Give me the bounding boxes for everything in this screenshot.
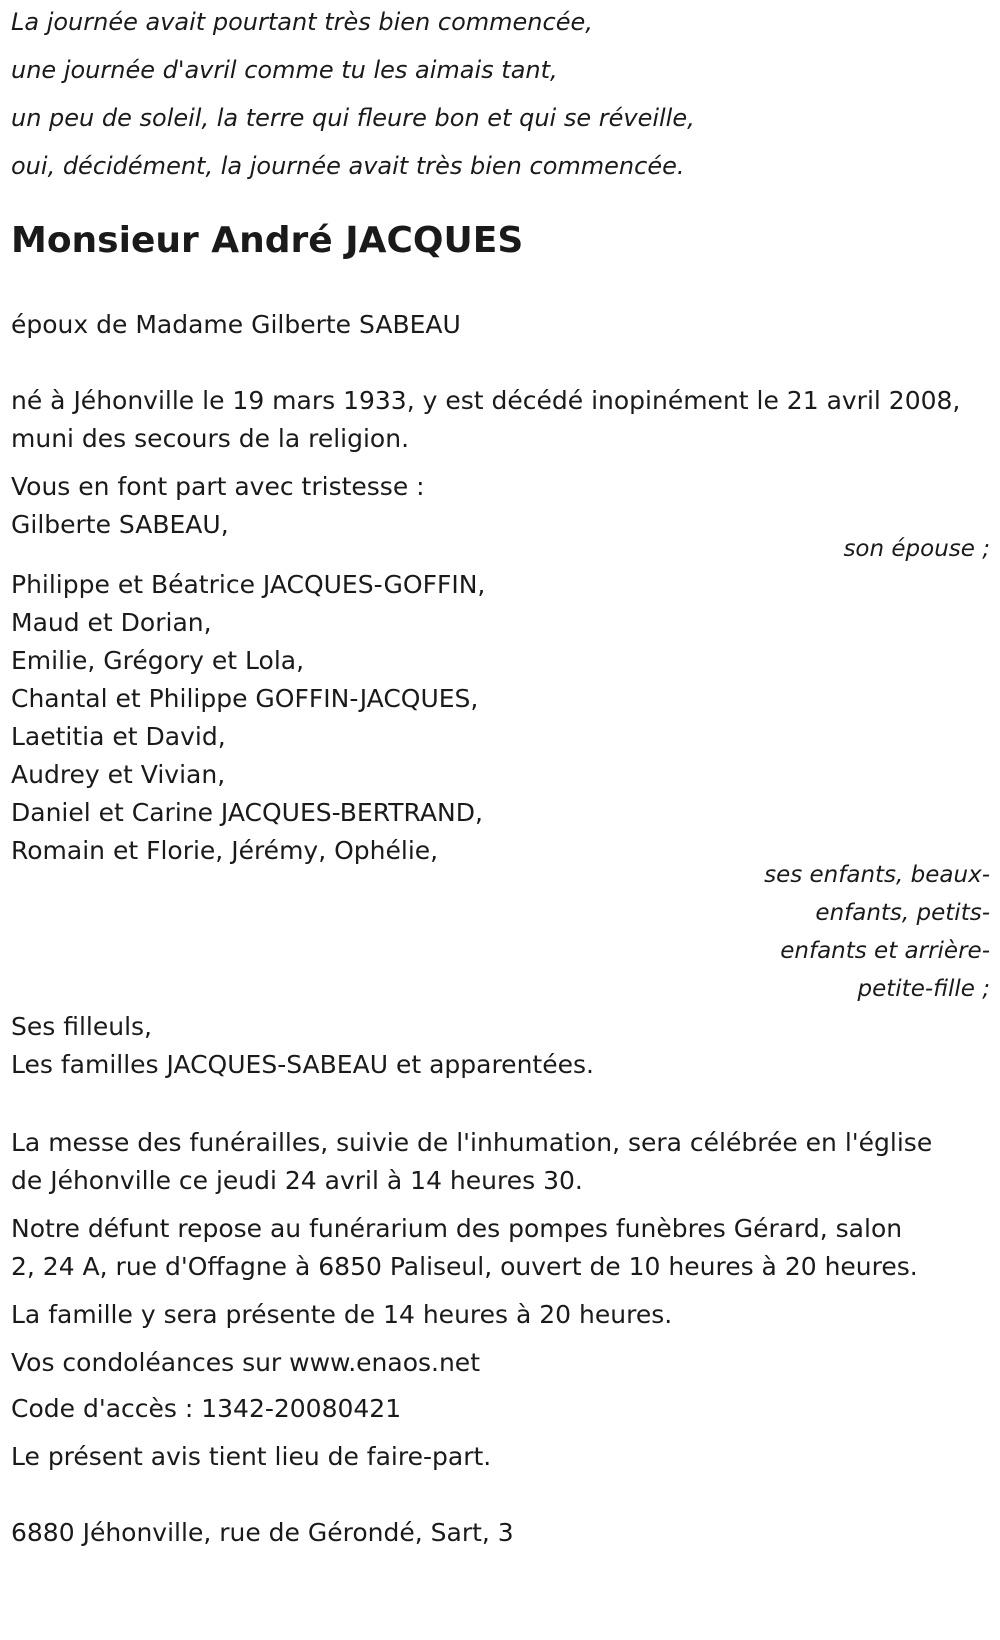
others-line-1: Ses filleuls, (11, 1012, 153, 1041)
notice-line: Le présent avis tient lieu de faire-part. (11, 1442, 492, 1471)
rest-line-2: 2, 24 A, rue d'Offagne à 6850 Paliseul, ouvert de 10 heures à 20 heures. (11, 1252, 918, 1281)
funeral-line-1: La messe des funérailles, suivie de l'inhumation, sera célébrée en l'église (11, 1128, 933, 1157)
child-line-4: Chantal et Philippe GOFFIN-JACQUES, (11, 684, 479, 713)
spouse-role: son épouse ; (843, 536, 990, 562)
birth-line-1: né à Jéhonville le 19 mars 1933, y est décédé inopinément le 21 avril 2008, (11, 386, 961, 415)
address-line: 6880 Jéhonville, rue de Gérondé, Sart, 3 (11, 1518, 514, 1547)
child-line-3: Emilie, Grégory et Lola, (11, 646, 305, 675)
spouse-line: époux de Madame Gilberte SABEAU (11, 310, 461, 339)
child-line-1: Philippe et Béatrice JACQUES-GOFFIN, (11, 570, 486, 599)
poem-line-1: La journée avait pourtant très bien commencée, (11, 8, 593, 36)
child-line-7: Daniel et Carine JACQUES-BERTRAND, (11, 798, 483, 827)
others-line-2: Les familles JACQUES-SABEAU et apparentées. (11, 1050, 594, 1079)
children-role-line-4: petite-fille ; (857, 976, 990, 1002)
child-line-8: Romain et Florie, Jérémy, Ophélie, (11, 836, 439, 865)
intro-line: Vous en font part avec tristesse : (11, 472, 425, 501)
child-line-6: Audrey et Vivian, (11, 760, 226, 789)
children-role-line-3: enfants et arrière- (780, 938, 990, 964)
children-role-line-2: enfants, petits- (815, 900, 990, 926)
poem-line-3: un peu de soleil, la terre qui fleure bon et qui se réveille, (11, 104, 695, 132)
child-line-2: Maud et Dorian, (11, 608, 212, 637)
poem-line-2: une journée d'avril comme tu les aimais tant, (11, 56, 558, 84)
funeral-line-2: de Jéhonville ce jeudi 24 avril à 14 heures 30. (11, 1166, 583, 1195)
spouse-name: Gilberte SABEAU, (11, 510, 229, 539)
poem-line-4: oui, décidément, la journée avait très bien commencée. (11, 152, 685, 180)
children-role-line-1: ses enfants, beaux- (764, 862, 990, 888)
child-line-5: Laetitia et David, (11, 722, 226, 751)
access-code: Code d'accès : 1342-20080421 (11, 1394, 402, 1423)
condolences-line: Vos condoléances sur www.enaos.net (11, 1348, 480, 1377)
rest-line-1: Notre défunt repose au funérarium des pompes funèbres Gérard, salon (11, 1214, 903, 1243)
family-presence: La famille y sera présente de 14 heures à 20 heures. (11, 1300, 673, 1329)
birth-line-2: muni des secours de la religion. (11, 424, 410, 453)
deceased-name: Monsieur André JACQUES (11, 220, 524, 261)
